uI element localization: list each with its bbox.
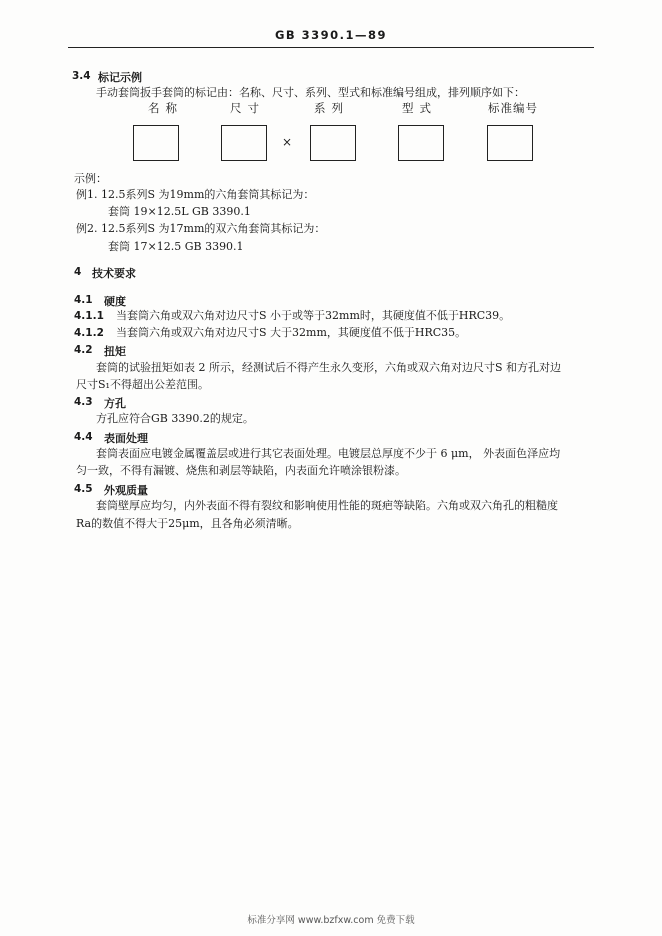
section-4-5-line-2: Ra的数值不得大于25μm，且各角必须清晰。 xyxy=(76,517,299,530)
example-1-line: 例1. 12.5系列S 为19mm的六角套筒其标记为： xyxy=(76,188,315,201)
section-4-2-number: 4.2 xyxy=(74,344,93,356)
example-2-mark: 套筒 17×12.5 GB 3390.1 xyxy=(108,240,244,253)
box-name xyxy=(133,125,179,161)
page-footer-watermark: 标准分享网 www.bzfxw.com 免费下载 xyxy=(247,915,415,926)
section-4-1-1-number: 4.1.1 xyxy=(74,310,104,322)
box-standard xyxy=(487,125,533,161)
col-header-size: 尺寸 xyxy=(230,101,265,115)
section-4-1-title: 硬度 xyxy=(104,295,126,308)
examples-label: 示例： xyxy=(74,172,107,185)
section-4-4-line-1: 套筒表面应电镀金属覆盖层或进行其它表面处理。电镀层总厚度不少于 6 μm， 外表面色泽应均 xyxy=(96,447,561,460)
section-4-3-text: 方孔应符合GB 3390.2的规定。 xyxy=(96,412,254,425)
header-rule xyxy=(68,47,594,48)
col-header-name: 名称 xyxy=(148,101,183,115)
section-4-3-number: 4.3 xyxy=(74,396,93,408)
col-header-type: 型式 xyxy=(402,101,437,115)
section-4-4-number: 4.4 xyxy=(74,431,93,443)
box-series xyxy=(310,125,356,161)
section-4-4-title: 表面处理 xyxy=(104,432,148,445)
section-4-5-number: 4.5 xyxy=(74,483,93,495)
section-4-5-line-1: 套筒壁厚应均匀，内外表面不得有裂纹和影响使用性能的斑疤等缺陷。六角或双六角孔的粗糙度 xyxy=(96,499,558,512)
section-4-2-title: 扭矩 xyxy=(104,345,126,358)
section-4-2-line-1: 套筒的试验扭矩如表 2 所示，经测试后不得产生永久变形，六角或双六角对边尺寸S 和方孔对边 xyxy=(96,361,562,374)
section-4-3-title: 方孔 xyxy=(104,397,126,410)
col-header-series: 系列 xyxy=(314,101,349,115)
multiply-sign: × xyxy=(282,135,293,149)
box-type xyxy=(398,125,444,161)
example-1-mark: 套筒 19×12.5L GB 3390.1 xyxy=(108,205,251,218)
section-4-1-2-number: 4.1.2 xyxy=(74,327,104,339)
section-4-1-1-text: 当套筒六角或双六角对边尺寸S 小于或等于32mm时，其硬度值不低于HRC39。 xyxy=(116,309,511,322)
page-header: GB 3390.1—89 xyxy=(274,28,388,42)
section-3-4-number: 3.4 xyxy=(72,70,91,82)
section-3-4-title: 标记示例 xyxy=(98,71,142,84)
section-4-title: 技术要求 xyxy=(92,267,136,280)
section-4-1-number: 4.1 xyxy=(74,294,93,306)
section-4-2-line-2: 尺寸S₁不得超出公差范围。 xyxy=(76,378,209,391)
example-2-line: 例2. 12.5系列S 为17mm的双六角套筒其标记为： xyxy=(76,222,326,235)
section-4-1-2-text: 当套筒六角或双六角对边尺寸S 大于32mm，其硬度值不低于HRC35。 xyxy=(116,326,467,339)
col-header-standard: 标准编号 xyxy=(488,101,538,115)
box-size xyxy=(221,125,267,161)
section-4-4-line-2: 匀一致，不得有漏镀、烧焦和剥层等缺陷，内表面允许喷涂银粉漆。 xyxy=(76,464,406,477)
section-3-4-intro: 手动套筒扳手套筒的标记由：名称、尺寸、系列、型式和标准编号组成，排列顺序如下： xyxy=(96,86,525,99)
section-4-number: 4 xyxy=(74,266,82,278)
section-4-5-title: 外观质量 xyxy=(104,484,148,497)
